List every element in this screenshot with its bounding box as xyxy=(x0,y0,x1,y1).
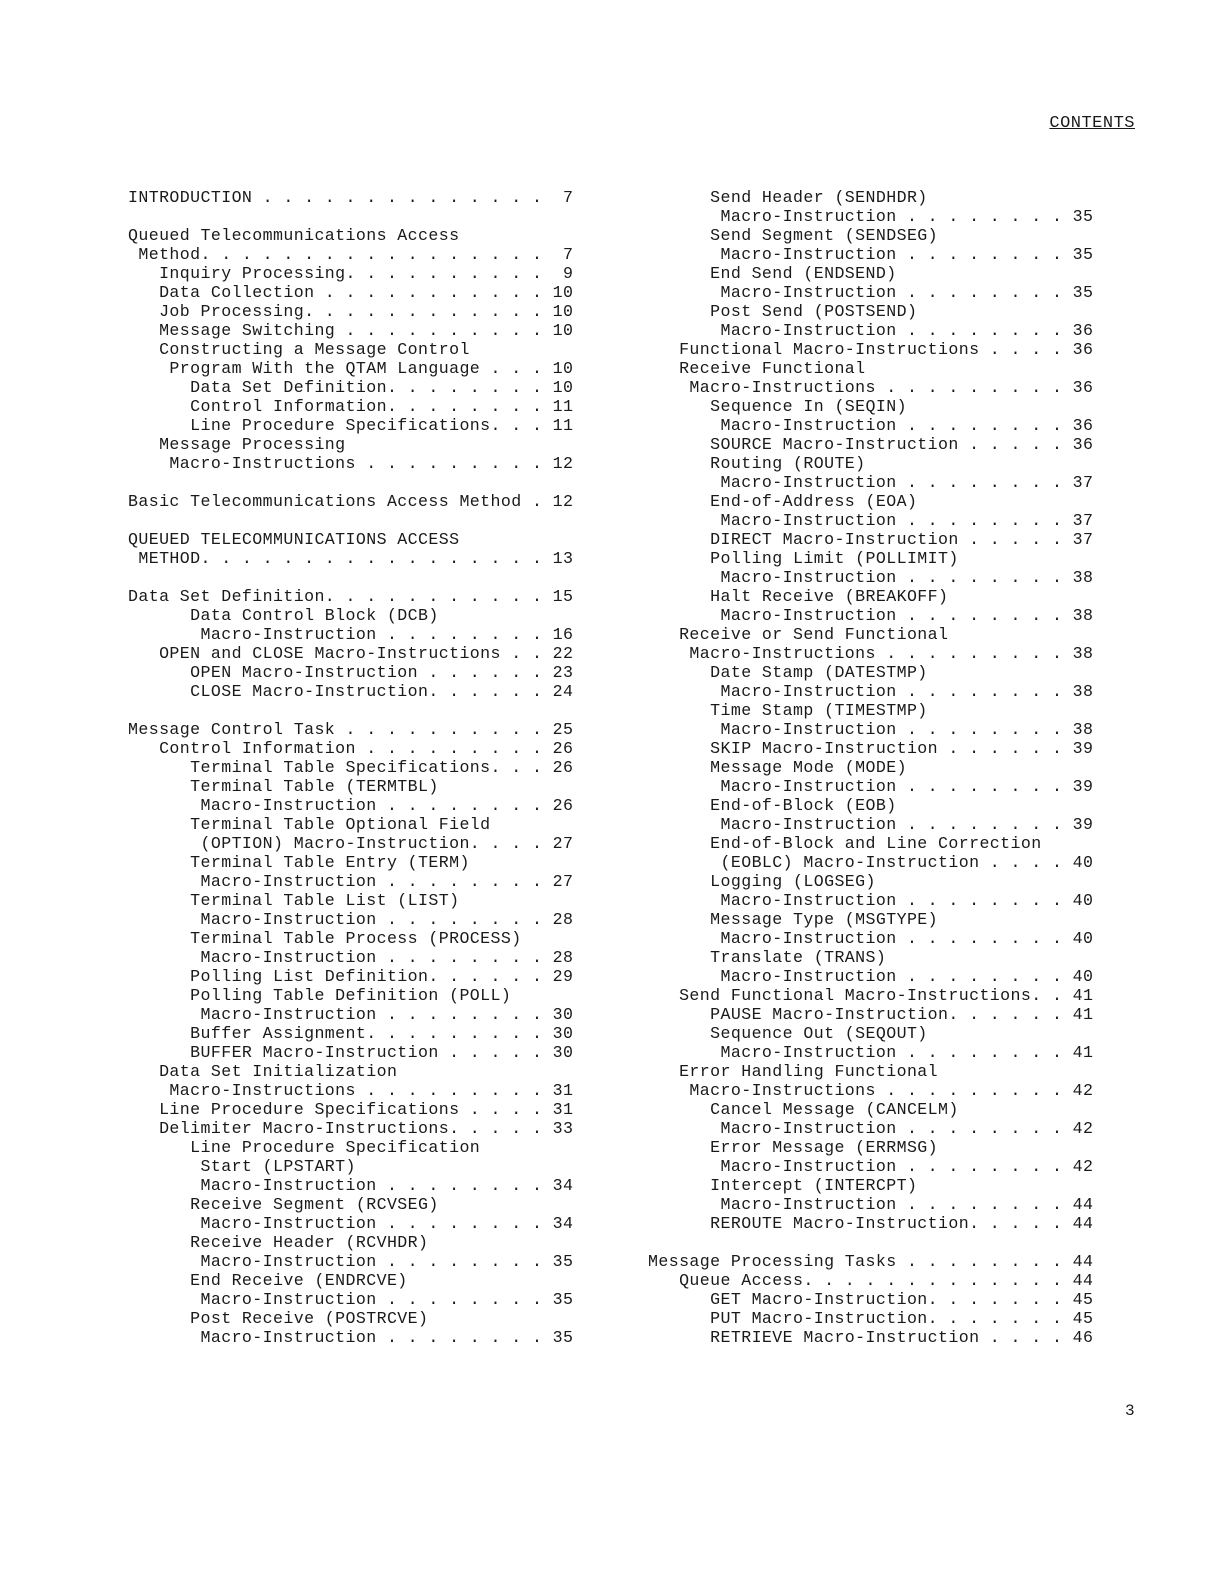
toc-line: Data Set Initialization xyxy=(128,1062,398,1081)
toc-line: Message Processing Tasks . . . . . . . . 44 xyxy=(648,1252,1094,1271)
toc-line: Macro-Instruction . . . . . . . . 38 xyxy=(648,720,1094,739)
toc-line: Terminal Table Specifications. . . 26 xyxy=(128,758,574,777)
toc-line: Delimiter Macro-Instructions. . . . . 33 xyxy=(128,1119,574,1138)
toc-line: Macro-Instruction . . . . . . . . 34 xyxy=(128,1176,574,1195)
toc-line: Terminal Table Optional Field xyxy=(128,815,491,834)
toc-line: Queued Telecommunications Access xyxy=(128,226,460,245)
toc-line: Post Receive (POSTRCVE) xyxy=(128,1309,429,1328)
toc-line: Logging (LOGSEG) xyxy=(648,872,876,891)
toc-line: Macro-Instruction . . . . . . . . 28 xyxy=(128,948,574,967)
toc-line: Data Control Block (DCB) xyxy=(128,606,439,625)
page-header: CONTENTS xyxy=(1049,114,1135,133)
toc-line: Macro-Instruction . . . . . . . . 40 xyxy=(648,929,1094,948)
toc-line: Queue Access. . . . . . . . . . . . . 44 xyxy=(648,1271,1094,1290)
toc-line: INTRODUCTION . . . . . . . . . . . . . . 7 xyxy=(128,188,574,207)
toc-line: End-of-Block and Line Correction xyxy=(648,834,1042,853)
toc-line: GET Macro-Instruction. . . . . . . 45 xyxy=(648,1290,1094,1309)
toc-line: Sequence In (SEQIN) xyxy=(648,397,907,416)
toc-line: METHOD. . . . . . . . . . . . . . . . . 13 xyxy=(128,549,574,568)
toc-line: Message Mode (MODE) xyxy=(648,758,907,777)
toc-line: Buffer Assignment. . . . . . . . . 30 xyxy=(128,1024,574,1043)
toc-line: Error Handling Functional xyxy=(648,1062,939,1081)
toc-line: Macro-Instruction . . . . . . . . 35 xyxy=(128,1252,574,1271)
toc-line: PUT Macro-Instruction. . . . . . . 45 xyxy=(648,1309,1094,1328)
toc-line: Message Switching . . . . . . . . . . 10 xyxy=(128,321,574,340)
toc-line: Terminal Table Process (PROCESS) xyxy=(128,929,522,948)
toc-line: Receive or Send Functional xyxy=(648,625,949,644)
toc-line: Macro-Instruction . . . . . . . . 42 xyxy=(648,1119,1094,1138)
toc-line: Macro-Instructions . . . . . . . . . 42 xyxy=(648,1081,1094,1100)
toc-line: Macro-Instruction . . . . . . . . 39 xyxy=(648,777,1094,796)
page-number: 3 xyxy=(1125,1402,1135,1420)
toc-line xyxy=(128,568,573,587)
toc-line: Intercept (INTERCPT) xyxy=(648,1176,918,1195)
toc-line: Terminal Table List (LIST) xyxy=(128,891,460,910)
toc-line: Basic Telecommunications Access Method . 12 xyxy=(128,492,574,511)
toc-line: Macro-Instruction . . . . . . . . 35 xyxy=(128,1328,574,1347)
toc-line: Macro-Instruction . . . . . . . . 30 xyxy=(128,1005,574,1024)
toc-line: Macro-Instruction . . . . . . . . 28 xyxy=(128,910,574,929)
toc-right-column xyxy=(648,188,1093,1347)
toc-line: Cancel Message (CANCELM) xyxy=(648,1100,959,1119)
toc-line: Macro-Instruction . . . . . . . . 16 xyxy=(128,625,574,644)
toc-line: SOURCE Macro-Instruction . . . . . 36 xyxy=(648,435,1094,454)
toc-line: DIRECT Macro-Instruction . . . . . 37 xyxy=(648,530,1094,549)
toc-line: Macro-Instruction . . . . . . . . 27 xyxy=(128,872,574,891)
toc-line: Macro-Instruction . . . . . . . . 34 xyxy=(128,1214,574,1233)
toc-line: Send Functional Macro-Instructions. . 41 xyxy=(648,986,1094,1005)
toc-line: Inquiry Processing. . . . . . . . . . 9 xyxy=(128,264,574,283)
toc-line: Data Collection . . . . . . . . . . . 10 xyxy=(128,283,574,302)
toc-line: OPEN Macro-Instruction . . . . . . 23 xyxy=(128,663,574,682)
toc-line: Macro-Instruction . . . . . . . . 40 xyxy=(648,967,1094,986)
toc-line: Receive Header (RCVHDR) xyxy=(128,1233,429,1252)
toc-line: Macro-Instruction . . . . . . . . 36 xyxy=(648,321,1094,340)
toc-line: Start (LPSTART) xyxy=(128,1157,356,1176)
toc-line: Data Set Definition. . . . . . . . . . . 15 xyxy=(128,587,574,606)
toc-line: Macro-Instruction . . . . . . . . 44 xyxy=(648,1195,1094,1214)
toc-line: Polling Limit (POLLIMIT) xyxy=(648,549,959,568)
toc-line: Macro-Instruction . . . . . . . . 38 xyxy=(648,568,1094,587)
toc-line: Send Segment (SENDSEG) xyxy=(648,226,939,245)
toc-line: Control Information. . . . . . . . 11 xyxy=(128,397,574,416)
toc-line: Receive Segment (RCVSEG) xyxy=(128,1195,439,1214)
toc-line: Macro-Instruction . . . . . . . . 35 xyxy=(648,245,1094,264)
toc-line: Macro-Instruction . . . . . . . . 39 xyxy=(648,815,1094,834)
toc-line: Sequence Out (SEQOUT) xyxy=(648,1024,928,1043)
toc-line: Control Information . . . . . . . . . 26 xyxy=(128,739,574,758)
toc-line: End-of-Address (EOA) xyxy=(648,492,918,511)
toc-line: End-of-Block (EOB) xyxy=(648,796,897,815)
toc-line: OPEN and CLOSE Macro-Instructions . . 22 xyxy=(128,644,574,663)
toc-line: (OPTION) Macro-Instruction. . . . 27 xyxy=(128,834,574,853)
toc-line: Error Message (ERRMSG) xyxy=(648,1138,939,1157)
toc-line: Macro-Instructions . . . . . . . . . 36 xyxy=(648,378,1094,397)
toc-line: Macro-Instructions . . . . . . . . . 12 xyxy=(128,454,574,473)
toc-line: Job Processing. . . . . . . . . . . . 10 xyxy=(128,302,574,321)
toc-line: RETRIEVE Macro-Instruction . . . . 46 xyxy=(648,1328,1094,1347)
toc-line: Halt Receive (BREAKOFF) xyxy=(648,587,949,606)
toc-line: (EOBLC) Macro-Instruction . . . . 40 xyxy=(648,853,1094,872)
toc-line: QUEUED TELECOMMUNICATIONS ACCESS xyxy=(128,530,460,549)
toc-line: Terminal Table (TERMTBL) xyxy=(128,777,439,796)
toc-line: Macro-Instruction . . . . . . . . 37 xyxy=(648,473,1094,492)
toc-line: Macro-Instructions . . . . . . . . . 38 xyxy=(648,644,1094,663)
toc-line: PAUSE Macro-Instruction. . . . . . 41 xyxy=(648,1005,1094,1024)
toc-line: Line Procedure Specifications. . . 11 xyxy=(128,416,574,435)
toc-line: Program With the QTAM Language . . . 10 xyxy=(128,359,574,378)
toc-line: Receive Functional xyxy=(648,359,866,378)
toc-line xyxy=(128,511,573,530)
toc-line: Message Type (MSGTYPE) xyxy=(648,910,939,929)
toc-line: Time Stamp (TIMESTMP) xyxy=(648,701,928,720)
toc-line: Macro-Instruction . . . . . . . . 26 xyxy=(128,796,574,815)
toc-line: CLOSE Macro-Instruction. . . . . . 24 xyxy=(128,682,574,701)
toc-line: SKIP Macro-Instruction . . . . . . 39 xyxy=(648,739,1094,758)
toc-line: End Receive (ENDRCVE) xyxy=(128,1271,408,1290)
toc-line: Macro-Instruction . . . . . . . . 40 xyxy=(648,891,1094,910)
toc-line: Send Header (SENDHDR) xyxy=(648,188,928,207)
toc-line xyxy=(128,473,573,492)
toc-line: Date Stamp (DATESTMP) xyxy=(648,663,928,682)
toc-line: Polling Table Definition (POLL) xyxy=(128,986,512,1005)
toc-line: End Send (ENDSEND) xyxy=(648,264,897,283)
toc-line: REROUTE Macro-Instruction. . . . . 44 xyxy=(648,1214,1094,1233)
toc-line: Data Set Definition. . . . . . . . 10 xyxy=(128,378,574,397)
toc-line: Translate (TRANS) xyxy=(648,948,887,967)
toc-line: Terminal Table Entry (TERM) xyxy=(128,853,470,872)
toc-line xyxy=(128,701,573,720)
toc-line: Routing (ROUTE) xyxy=(648,454,866,473)
toc-line: Macro-Instruction . . . . . . . . 35 xyxy=(648,283,1094,302)
toc-line: Macro-Instruction . . . . . . . . 36 xyxy=(648,416,1094,435)
toc-line: Method. . . . . . . . . . . . . . . . . 7 xyxy=(128,245,574,264)
toc-line: Macro-Instruction . . . . . . . . 41 xyxy=(648,1043,1094,1062)
toc-line xyxy=(128,207,573,226)
toc-line: Macro-Instruction . . . . . . . . 37 xyxy=(648,511,1094,530)
toc-line: Polling List Definition. . . . . . 29 xyxy=(128,967,574,986)
toc-line: Macro-Instruction . . . . . . . . 38 xyxy=(648,606,1094,625)
toc-line: Functional Macro-Instructions . . . . 36 xyxy=(648,340,1094,359)
toc-line: Macro-Instruction . . . . . . . . 38 xyxy=(648,682,1094,701)
toc-line: Message Processing xyxy=(128,435,346,454)
toc-line: Constructing a Message Control xyxy=(128,340,470,359)
toc-left-column xyxy=(128,188,573,1347)
toc-line: Macro-Instruction . . . . . . . . 42 xyxy=(648,1157,1094,1176)
toc-line: Post Send (POSTSEND) xyxy=(648,302,918,321)
toc-line: Macro-Instruction . . . . . . . . 35 xyxy=(128,1290,574,1309)
toc-line xyxy=(648,1233,1093,1252)
toc-line: Macro-Instruction . . . . . . . . 35 xyxy=(648,207,1094,226)
toc-line: Message Control Task . . . . . . . . . . 25 xyxy=(128,720,574,739)
toc-line: Line Procedure Specification xyxy=(128,1138,481,1157)
toc-line: BUFFER Macro-Instruction . . . . . 30 xyxy=(128,1043,574,1062)
toc-line: Macro-Instructions . . . . . . . . . 31 xyxy=(128,1081,574,1100)
toc-line: Line Procedure Specifications . . . . 31 xyxy=(128,1100,574,1119)
